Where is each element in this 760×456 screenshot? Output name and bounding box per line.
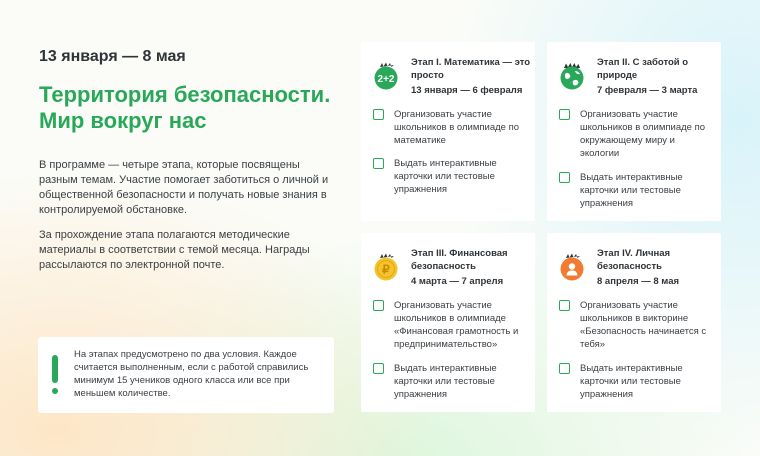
stage-4-dates: 8 апреля — 8 мая — [597, 276, 680, 287]
svg-text:₽: ₽ — [382, 262, 390, 277]
intro-paragraph-1: В программе — четыре этапа, которые посвящены разным темам. Участие помогает заботиться о личной и общественной безопасности и получать новые знания в контролируемой обстановке. — [39, 159, 329, 216]
stage-1-title: Этап I. Математика — это просто — [411, 57, 531, 81]
person-shield-icon — [558, 253, 586, 281]
task-label: Организовать участие школьников в викторине «Безопасность начинается с тебя» — [580, 300, 707, 350]
intro-paragraph-2: За прохождение этапа полагаются методические материалы в соответствии с темой месяца. Награды рассылаются по электронной почте. — [39, 229, 310, 271]
stage-2-title: Этап II. С заботой о природе — [597, 57, 689, 81]
stage-card-2 — [547, 42, 721, 221]
globe-icon — [558, 62, 586, 90]
page-title-line-2: Мир вокруг нас — [39, 108, 207, 133]
stage-3-title: Этап III. Финансовая безопасность — [411, 248, 508, 272]
stage-3-dates: 4 марта — 7 апреля — [411, 276, 504, 287]
conditions-note — [38, 337, 334, 413]
task-checkbox[interactable] — [559, 363, 570, 374]
page-title — [39, 82, 339, 134]
task-label: Выдать интерактивные карточки или тестовые упражнения — [394, 363, 497, 400]
task-label: Организовать участие школьников в олимпиаде по математике — [394, 109, 520, 146]
stage-4-title: Этап IV. Личная безопасность — [597, 248, 671, 272]
task-checkbox[interactable] — [559, 109, 570, 120]
exclamation-icon — [52, 355, 58, 395]
ruble-coin-icon — [372, 253, 400, 281]
conditions-note-text: На этапах предусмотрено по два условия. Каждое считается выполненным, если с работой справились минимум 15 учеников одного класса или все при меньшем количестве. — [74, 349, 309, 399]
math-2plus2-icon — [372, 62, 400, 90]
task-checkbox[interactable] — [373, 109, 384, 120]
stage-card-4 — [547, 233, 721, 412]
intro-section — [39, 48, 339, 273]
stage-card-1 — [361, 42, 535, 221]
task-label: Выдать интерактивные карточки или тестовые упражнения — [580, 363, 683, 400]
task-checkbox[interactable] — [373, 363, 384, 374]
task-checkbox[interactable] — [373, 300, 384, 311]
page-title-line-1: Территория безопасности. — [39, 82, 331, 107]
stage-card-3 — [361, 233, 535, 412]
svg-text:2+2: 2+2 — [377, 74, 395, 85]
task-label: Выдать интерактивные карточки или тестовые упражнения — [580, 172, 683, 209]
task-label: Выдать интерактивные карточки или тестовые упражнения — [394, 158, 497, 195]
task-checkbox[interactable] — [559, 300, 570, 311]
task-checkbox[interactable] — [559, 172, 570, 183]
program-date-range: 13 января — 8 мая — [39, 48, 186, 65]
stage-1-dates: 13 января — 6 февраля — [411, 85, 523, 96]
task-label: Организовать участие школьников в олимпиаде по окружающему миру и экологии — [580, 109, 706, 159]
task-label: Организовать участие школьников в олимпиаде «Финансовая грамотность и предпринимательство» — [394, 300, 519, 350]
task-checkbox[interactable] — [373, 158, 384, 169]
stage-2-dates: 7 февраля — 3 марта — [597, 85, 698, 96]
